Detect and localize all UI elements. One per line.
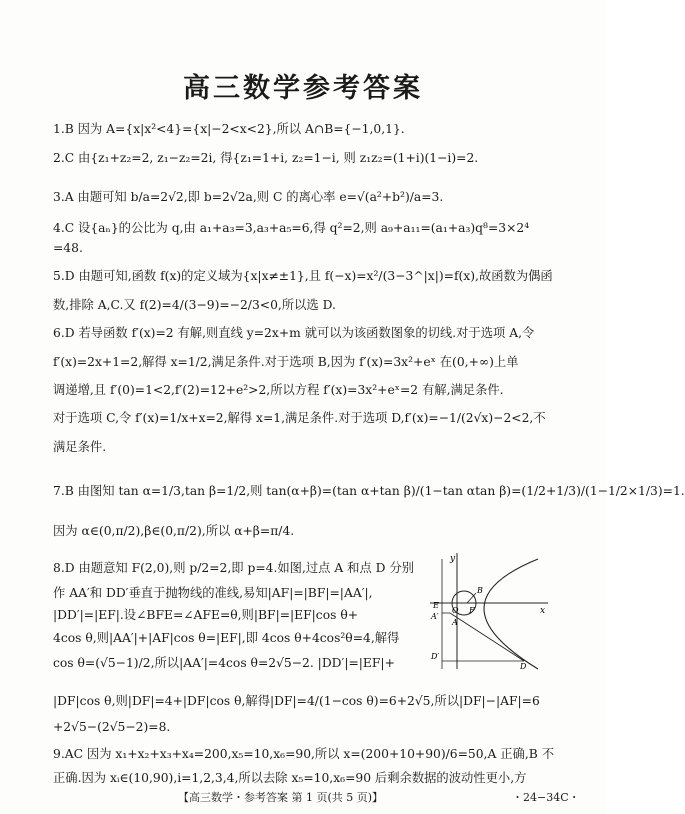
answer-line: |DD′|=|EF|.设∠BFE=∠AFE=θ,则|BF|=|EF|cos θ+ (53, 608, 359, 622)
answer-line: +2√5−(2√5−2)=8. (53, 720, 171, 734)
page-footer: 【高三数学・参考答案 第 1 页(共 5 页)】 (178, 791, 384, 804)
answer-line: 1.B 因为 A={x|x²<4}={x|−2<x<2},所以 A∩B={−1,0,1}. (53, 122, 405, 136)
answer-line: 4cos θ,则|AA′|+|AF|cos θ=|EF|,即 4cos θ+4cos²θ=4,解得 (53, 631, 400, 645)
answer-line: 作 AA′和 DD′垂直于抛物线的准线,易知|AF|=|BF|=|AA′|, (53, 586, 373, 600)
answer-line: 正确.因为 xᵢ∈(10,90),i=1,2,3,4,所以去除 x₅=10,x₆=90 后剩余数据的波动性更小,方 (53, 771, 527, 785)
figure-label: B (477, 586, 483, 595)
page-code: ・24−34C・ (512, 791, 580, 804)
answer-line: 6.D 若导函数 f′(x)=2 有解,则直线 y=2x+m 就可以为该函数图象的切线.对于选项 A,令 (53, 326, 535, 340)
answer-line: 对于选项 C,令 f′(x)=1/x+x=2,解得 x=1,满足条件.对于选项 D,f′(x)=−1/(2√x)−2<2,不 (53, 411, 546, 425)
answer-line: |DF|cos θ,则|DF|=4+|DF|cos θ,解得|DF|=4/(1−cos θ)=6+2√5,所以|DF|−|AF|=6 (53, 694, 540, 708)
page-title: 高三数学参考答案 (183, 73, 423, 104)
answer-line: 调递增,且 f′(0)=1<2,f′(2)=12+e²>2,所以方程 f′(x)=3x²+eˣ=2 有解,满足条件. (53, 383, 504, 397)
parabola-figure (430, 551, 550, 671)
answer-line: cos θ=(√5−1)/2,所以|AA′|=4cos θ=2√5−2. |DD′|=|EF|+ (53, 656, 395, 670)
figure-label: E (433, 601, 439, 610)
answer-line: 8.D 由题意知 F(2,0),则 p/2=2,即 p=4.如图,过点 A 和点 D 分别 (53, 561, 415, 575)
figure-label: D′ (431, 652, 440, 661)
answer-line: 5.D 由题可知,函数 f(x)的定义域为{x|x≠±1},且 f(−x)=x²/(3−3^|x|)=f(x),故函数为偶函 (53, 269, 553, 283)
chord-line (450, 613, 524, 661)
answer-line: 因为 α∈(0,π/2),β∈(0,π/2),所以 α+β=π/4. (53, 524, 295, 538)
answer-line: 满足条件. (53, 440, 107, 454)
figure-label: D (520, 662, 527, 671)
figure-label: y (450, 554, 456, 564)
answer-line: 2.C 由{z₁+z₂=2, z₁−z₂=2i, 得{z₁=1+i, z₂=1−i, 则 z₁z₂=(1+i)(1−i)=2. (53, 151, 479, 165)
answer-line: 数,排除 A,C.又 f(2)=4/(3−9)=−2/3<0,所以选 D. (53, 298, 336, 312)
figure-label: F (469, 606, 475, 615)
figure-label: O (452, 606, 459, 615)
answer-line: f′(x)=2x+1=2,解得 x=1/2,满足条件.对于选项 B,因为 f′(x)=3x²+eˣ 在(0,+∞)上单 (53, 355, 519, 369)
answer-line: 3.A 由题可知 b/a=2√2,即 b=2√2a,则 C 的离心率 e=√(a²+b²)/a=3. (53, 190, 444, 204)
answer-line: 4.C 设{aₙ}的公比为 q,由 a₁+a₃=3,a₃+a₅=6,得 q²=2,则 a₉+a₁₁=(a₁+a₃)q⁸=3×2⁴ (53, 221, 530, 235)
figure-label: x (540, 606, 546, 616)
answer-line: 7.B 由图知 tan α=1/3,tan β=1/2,则 tan(α+β)=(tan α+tan β)/(1−tan αtan β)=(1/2+1/3)/(1−1/2×1/3)=1. (53, 484, 685, 498)
answer-line: =48. (53, 241, 83, 255)
answer-line: 9.AC 因为 x₁+x₂+x₃+x₄=200,x₅=10,x₆=90,所以 x=(200+10+90)/6=50,A 正确,B 不 (53, 747, 555, 761)
figure-label: A (452, 618, 458, 627)
figure-label: A′ (431, 612, 439, 621)
